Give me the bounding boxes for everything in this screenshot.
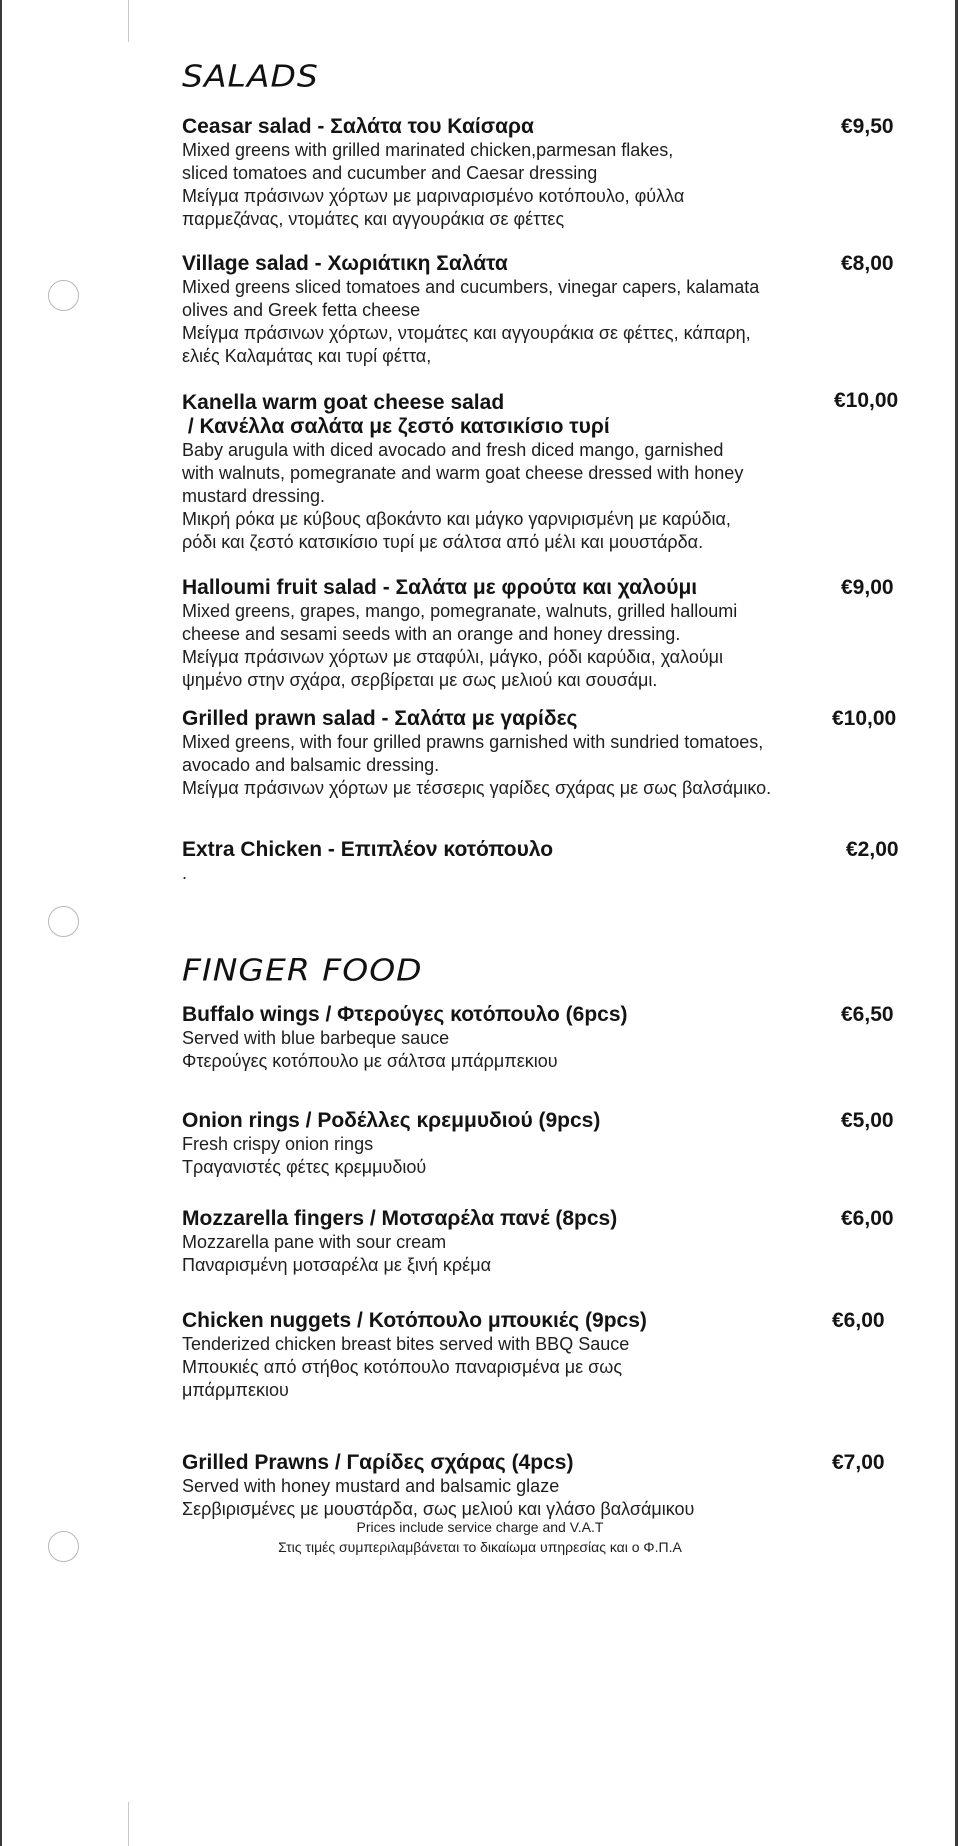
item-desc-line: cheese and sesami seeds with an orange and honey dressing.: [182, 624, 681, 644]
item-price: €10,00: [834, 389, 899, 412]
menu-item-village-salad: [182, 252, 902, 368]
menu-item-mozzarella-fingers: [182, 1207, 902, 1277]
item-desc-line: μπάρμπεκιου: [182, 1380, 289, 1400]
item-desc-line: Tenderized chicken breast bites served with BBQ Sauce: [182, 1334, 630, 1354]
menu-item-kanella-salad: [182, 391, 902, 554]
punch-hole: [48, 280, 79, 311]
item-name: Extra Chicken - Επιπλέον κοτόπουλο: [182, 838, 554, 861]
item-desc-line: olives and Greek fetta cheese: [182, 300, 421, 320]
item-desc-line: παρμεζάνας, ντομάτες και αγγουράκια σε φέττες: [182, 209, 565, 229]
item-name: Village salad - Χωριάτικη Σαλάτα: [182, 252, 508, 275]
item-desc-line: .: [182, 863, 188, 883]
item-desc-line: Served with blue barbeque sauce: [182, 1028, 450, 1048]
item-price: €10,00: [832, 707, 897, 730]
item-name: Onion rings / Ροδέλλες κρεμμυδιού (9pcs): [182, 1109, 601, 1132]
item-desc-line: Served with honey mustard and balsamic glaze: [182, 1476, 560, 1496]
item-desc-line: avocado and balsamic dressing.: [182, 755, 440, 775]
item-price: €9,50: [841, 115, 894, 138]
page-right-edge: [955, 0, 958, 1846]
item-desc-line: mustard dressing.: [182, 486, 326, 506]
item-desc-line: Mixed greens sliced tomatoes and cucumbers, vinegar capers, kalamata: [182, 277, 760, 297]
menu-item-extra-chicken: [182, 838, 902, 885]
menu-item-onion-rings: [182, 1109, 902, 1179]
item-name: Halloumi fruit salad - Σαλάτα με φρούτα και χαλούμι: [182, 576, 698, 599]
item-price: €6,00: [841, 1207, 894, 1230]
menu-item-chicken-nuggets: [182, 1309, 902, 1402]
section-title-salads: SALADS: [182, 58, 319, 94]
item-name: Chicken nuggets / Κοτόπουλο μπουκιές (9pcs): [182, 1309, 647, 1332]
binding-line-bottom: [128, 1802, 129, 1846]
item-desc-line: Mixed greens, grapes, mango, pomegranate, walnuts, grilled halloumi: [182, 601, 738, 621]
item-desc-line: Μείγμα πράσινων χόρτων με σταφύλι, μάγκο, ρόδι καρύδια, χαλούμι: [182, 647, 724, 667]
item-desc-line: with walnuts, pomegranate and warm goat cheese dressed with honey: [182, 463, 744, 483]
price-note-greek: Στις τιμές συμπεριλαμβάνεται το δικαίωμα υπηρεσίας και ο Φ.Π.Α: [278, 1539, 682, 1555]
item-name: Grilled prawn salad - Σαλάτα με γαρίδες: [182, 707, 578, 730]
item-desc-line: Mixed greens with grilled marinated chicken,parmesan flakes,: [182, 140, 674, 160]
binding-line-top: [128, 0, 129, 42]
item-price: €5,00: [841, 1109, 894, 1132]
item-name: Kanella warm goat cheese salad: [182, 391, 505, 414]
section-title-finger-food: FINGER FOOD: [182, 952, 423, 988]
item-desc-line: Baby arugula with diced avocado and fresh diced mango, garnished: [182, 440, 724, 460]
price-note-english: Prices include service charge and V.A.T: [356, 1519, 604, 1535]
item-desc-line: Μείγμα πράσινων χόρτων με μαριναρισμένο κοτόπουλο, φύλλα: [182, 186, 685, 206]
item-name: Mozzarella fingers / Μοτσαρέλα πανέ (8pcs): [182, 1207, 618, 1230]
item-desc-line: sliced tomatoes and cucumber and Caesar dressing: [182, 163, 598, 183]
item-desc-line: Τραγανιστές φέτες κρεμμυδιού: [182, 1157, 427, 1177]
menu-item-buffalo-wings: [182, 1003, 902, 1073]
item-desc-line: Mixed greens, with four grilled prawns garnished with sundried tomatoes,: [182, 732, 764, 752]
item-desc-line: Μείγμα πράσινων χόρτων, ντομάτες και αγγουράκια σε φέττες, κάπαρη,: [182, 323, 751, 343]
page-left-edge: [0, 0, 2, 1846]
item-desc-line: Μείγμα πράσινων χόρτων με τέσσερις γαρίδες σχάρας με σως βαλσάμικο.: [182, 778, 772, 798]
punch-hole: [48, 906, 79, 937]
item-desc-line: Φτερούγες κοτόπουλο με σάλτσα μπάρμπεκιου: [182, 1051, 558, 1071]
item-price: €2,00: [846, 838, 899, 861]
item-price: €8,00: [841, 252, 894, 275]
item-desc-line: ελιές Καλαμάτας και τυρί φέττα,: [182, 346, 432, 366]
menu-item-grilled-prawns: [182, 1451, 902, 1521]
menu-item-ceasar-salad: [182, 115, 902, 231]
item-desc-line: Σερβιρισμένες με μουστάρδα, σως μελιού και γλάσο βαλσάμικου: [182, 1499, 695, 1519]
item-desc-line: ψημένο στην σχάρα, σερβίρεται με σως μελιού και σουσάμι.: [182, 670, 658, 690]
item-name: Ceasar salad - Σαλάτα του Καίσαρα: [182, 115, 534, 138]
item-price: €7,00: [832, 1451, 885, 1474]
item-desc-line: Mozzarella pane with sour cream: [182, 1232, 447, 1252]
item-name-line-2: / Κανέλλα σαλάτα με ζεστό κατσικίσιο τυρί: [182, 415, 610, 438]
item-price: €9,00: [841, 576, 894, 599]
item-desc-line: Παναρισμένη μοτσαρέλα με ξινή κρέμα: [182, 1255, 491, 1275]
item-name: Buffalo wings / Φτερούγες κοτόπουλο (6pcs): [182, 1003, 628, 1026]
item-desc-line: ρόδι και ζεστό κατσικίσιο τυρί με σάλτσα από μέλι και μουστάρδα.: [182, 532, 704, 552]
menu-item-halloumi-salad: [182, 576, 902, 692]
item-name: Grilled Prawns / Γαρίδες σχάρας (4pcs): [182, 1451, 574, 1474]
menu-item-grilled-prawn-salad: [182, 707, 902, 800]
item-desc-line: Fresh crispy onion rings: [182, 1134, 374, 1154]
price-note: [0, 1517, 960, 1557]
item-price: €6,00: [832, 1309, 885, 1332]
item-desc-line: Μπουκιές από στήθος κοτόπουλο παναρισμένα με σως: [182, 1357, 622, 1377]
item-desc-line: Μικρή ρόκα με κύβους αβοκάντο και μάγκο γαρνιρισμένη με καρύδια,: [182, 509, 731, 529]
item-price: €6,50: [841, 1003, 894, 1026]
